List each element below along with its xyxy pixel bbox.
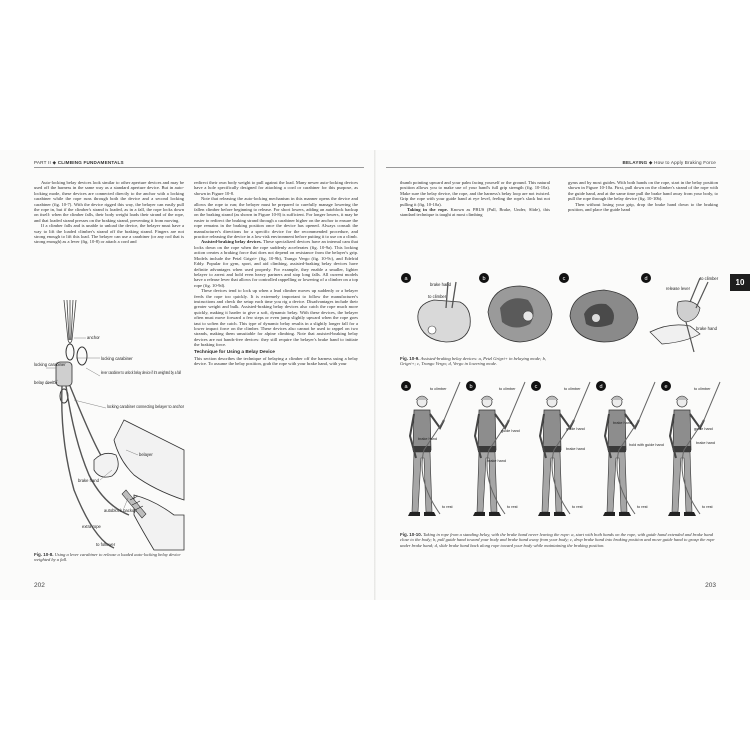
label-lever-carabiner: lever carabiner to unlock belay device if it's weighted by a fall — [101, 370, 182, 375]
caption-figure-number: Fig. 10-8. — [34, 552, 54, 557]
caption-figure-number: Fig. 10-9. — [400, 356, 420, 361]
paragraph — [400, 207, 550, 218]
label-guide-hand: guide hand — [501, 429, 520, 433]
label-guide-hand: guide hand — [694, 427, 713, 431]
label-brake-hand: brake hand — [430, 282, 451, 287]
left-head-rule — [34, 167, 364, 168]
label-to-climber: to climber — [499, 387, 516, 391]
chapter-tab: 10 — [730, 274, 750, 291]
label-connecting-carabiner: locking carabiner connecting belayer to anchor — [107, 404, 185, 409]
panel-b — [479, 273, 552, 342]
right-running-head — [622, 160, 716, 166]
label-brake-hand: brake hand — [487, 459, 506, 463]
label-belayer: belayer — [139, 452, 153, 457]
figure-10-8 — [34, 300, 184, 550]
label-brake-hand: brake hand — [613, 421, 632, 425]
belayer-figure — [531, 381, 590, 516]
paragraph — [194, 239, 358, 288]
panel-letter: c — [562, 276, 566, 282]
label-brake-hand: brake hand — [696, 326, 717, 331]
label-to-rest: to rest — [572, 505, 583, 509]
section-heading: Technique for Using a Belay Device — [194, 349, 275, 355]
label-locking-carabiner: locking carabiner — [34, 362, 66, 367]
label-to-climber: to climber — [430, 387, 447, 391]
belay-device-drawing — [56, 344, 87, 403]
panel-letter: d — [599, 384, 603, 390]
right-running-head-section: BELAYING — [622, 160, 648, 165]
paragraph: These devices tend to lock up when a lead climber moves up suddenly or a belayer feeds the rope too quickly. It is extremely important to follow the manufacturer's instructions and check the setup each time you rig a device. Disadvantages include their greater weight and bulk. Assisted-braking belay devices also catch the rope much more quickly, making it harder to give a soft, dynamic belay. With these devices, the belayer often must move forward a few steps or even jump slightly upward when the rope goes taut to soften the catch. This type of dynamic belay results in a slightly longer fall for a lower impact force on the climber. These devices also cannot be used to rappel on two strands, making them unsuitable for alpine climbing. Note that assisted-braking belay devices are not hands-free devices: they still require the belayer's brake hand to initiate the braking force. — [194, 288, 358, 348]
belayer-figure — [401, 381, 460, 516]
runin-taking: Taking in the rope. — [407, 207, 448, 213]
right-running-head-sep: ◆ — [648, 160, 653, 165]
label-brake-hand: brake hand — [78, 478, 99, 483]
label-to-climber: to climber — [700, 276, 719, 281]
paragraph: thumb pointing upward and your palm facing yourself or the ground. This natural position allows you to make use of your hand's full grip strength (fig. 10-10a). Make sure the belay device, the rope, and the harness's belay loop are not twisted. Grip the rope with your guide hand at eye level, feeling the rope's slack but not pulling it (fig. 10-10a). — [400, 180, 550, 207]
label-to-rest: to rest — [637, 505, 648, 509]
left-running-head-part: PART II — [34, 160, 51, 165]
runin-assisted: Assisted-braking belay devices. — [201, 239, 262, 245]
label-to-climber: to climber — [694, 387, 711, 391]
panel-letter: b — [469, 384, 473, 390]
panel-a — [401, 273, 470, 342]
left-column-1 — [34, 180, 184, 245]
paragraph: redirect their own body weight to pull against the load. Many newer auto-locking devices have a hole specifically designed for attaching a cord or carabiner for this purpose, as shown in Figure 10-8. — [194, 180, 358, 196]
paragraph: Then without losing your grip, drop the brake hand down to the braking position, and place the guide hand — [568, 201, 718, 213]
paragraph: gyms and by most guides. With both hands on the rope, start in the belay position shown in Figure 10-10a. First, pull down on the climber's strand of the rope with the guide hand, and at the same time pull the brake hand away from your body, to pull the rope through the belay device (fig. 10-10b). — [568, 180, 718, 202]
panel-letter: b — [482, 276, 486, 282]
panel-letter: d — [644, 276, 648, 282]
label-to-rest: to rest — [702, 505, 713, 509]
left-running-head-title: CLIMBING FUNDAMENTALS — [57, 160, 124, 165]
belayer-arm — [94, 420, 184, 550]
belayer-figure — [466, 381, 525, 516]
panel-letter: a — [404, 276, 408, 282]
label-to-climber: to climber — [428, 294, 447, 299]
belayer-figure — [596, 381, 664, 516]
figure-10-10 — [400, 380, 726, 530]
anchor-slings — [64, 300, 76, 343]
paragraph: Auto-locking belay devices look similar to other aperture devices and may be used off the harness in the same way as a standard aperture device. But in auto-locking mode, these devices are connected directly to the anchor with a locking carabiner while the rope runs through both the device and a second locking carabiner (fig. 10-7). With the device rigged this way, the belayer can easily pull the rope in, but if the climber's strand is loaded, as in a fall, the rope locks down on itself: when the climber falls, their body weight loads their strand of the rope, and that loaded strand presses on the braking strand, preventing it from moving. — [34, 180, 184, 223]
label-anchor: anchor — [87, 335, 100, 340]
label-hold-both: hold with guide hand — [629, 443, 664, 447]
right-column-2 — [568, 180, 718, 212]
caption-text: Taking in rope from a standing belay, with the brake hand never leaving the rope: a, start with both hands on the rope, with guide hand extended and brake hand close to the body; b, pull guide hand toward your body and brake hand away from your body; c, drop brake hand into braking position and move guide hand to grasp the rope under brake hand; d, slide brake hand back along rope toward your body while maintaining the braking position. — [400, 532, 715, 548]
label-to-climber: to climber — [564, 387, 581, 391]
panel-letter: c — [534, 384, 538, 390]
paragraph: This section describes the technique of belaying a climber off the harness using a belay device. To assume the belay position, grab the rope with your brake hand, with your — [194, 356, 358, 367]
paragraph: If a climber falls and is unable to unload the device, the belayer must have a way to lift the loaded climber's strand off the braking strand. Fingers are not strong enough to lift this load. The belayer can use a carabiner (or any rod that is strong enough) as a lever (fig. 10-8) or attach a cord and — [34, 223, 184, 245]
label-brake-hand: brake hand — [696, 441, 715, 445]
belayer-figure — [661, 381, 720, 516]
left-running-head — [34, 160, 124, 166]
caption-text: Using a lever carabiner to release a loaded auto-locking belay device weighted by a fall. — [34, 552, 181, 563]
book-gutter — [374, 150, 376, 600]
paragraph: Note that releasing the auto-locking mechanism in this manner opens the device and allows the rope to run; the belayer must be prepared to carefully manage lowering the fallen climber before beginning to release. For short lowers, adding an autoblock backup on the braking strand (as shown in Figure 10-8) is sufficient. For longer lowers, it may be easier to redirect the braking strand through a carabiner higher on the anchor to ensure the rope remains in the braking position once the device has opened. Always consult the manufacturer's directions for a specific device for the recommended procedure, and practice releasing the device in a low-risk environment before putting it to use on a climb. — [194, 196, 358, 240]
caption-text: Assisted-braking belay devices: a, Petzl Grigri+ in belaying mode; b, Grigri+; c, Trango Vergo; d, Vergo in lowering mode. — [400, 356, 546, 367]
right-head-rule — [386, 167, 716, 168]
paragraph-assisted: These specialized devices have an internal cam that locks down on the rope when the rope suddenly accelerates (fig. 10-9a). This locking action creates a braking force that does not depend on resistance from the belayer's grip. Models include the Petzl Grigri+ (fig. 10-9b), Trango Vergo (fig. 10-9c), and Edelrid Eddy. Popular for gym, sport, and aid climbing, assisted-braking belay devices have definite advantages when used properly. For example, they enable a smaller, lighter belayer to arrest and hold even heavy partners and stop long falls. All current models have a release lever that allows for controlled rappelling or lowering of a climber on a top rope (fig. 10-9d). — [194, 239, 358, 288]
caption-figure-number: Fig. 10-10. — [400, 532, 423, 537]
right-running-head-title: How to Apply Braking Force — [654, 160, 716, 165]
figure-10-9 — [400, 272, 726, 354]
panel-letter: a — [404, 384, 408, 390]
figure-10-8-caption — [34, 552, 184, 563]
left-column-2 — [194, 180, 358, 367]
label-to-rest: to rest — [442, 505, 453, 509]
panel-c — [559, 273, 638, 342]
label-belay-device: belay device — [34, 380, 58, 385]
left-folio: 202 — [34, 582, 45, 589]
right-folio: 203 — [705, 582, 716, 589]
label-guide-hand: guide hand — [566, 427, 585, 431]
label-locking-carabiner-2: locking carabiner — [101, 356, 133, 361]
label-release-lever: release lever — [666, 286, 690, 291]
label-brake-hand: brake hand — [418, 437, 437, 441]
left-running-head-sep: ◆ — [52, 160, 57, 165]
right-column-1 — [400, 180, 550, 218]
paragraph-taking: Known as PBUS (Pull, Brake, Under, Slide), this standard technique is taught at most climbing — [400, 207, 550, 218]
label-to-follower: to follower — [96, 542, 116, 547]
figure-10-9-caption — [400, 356, 550, 367]
figure-10-10-caption — [400, 532, 720, 548]
panel-letter: e — [664, 384, 668, 390]
panel-d — [641, 273, 719, 352]
label-to-rest: to rest — [507, 505, 518, 509]
label-autoblock: autoblock backup — [104, 508, 137, 513]
label-brake-hand: brake hand — [566, 447, 585, 451]
label-extra-rope: extra rope — [82, 524, 101, 529]
